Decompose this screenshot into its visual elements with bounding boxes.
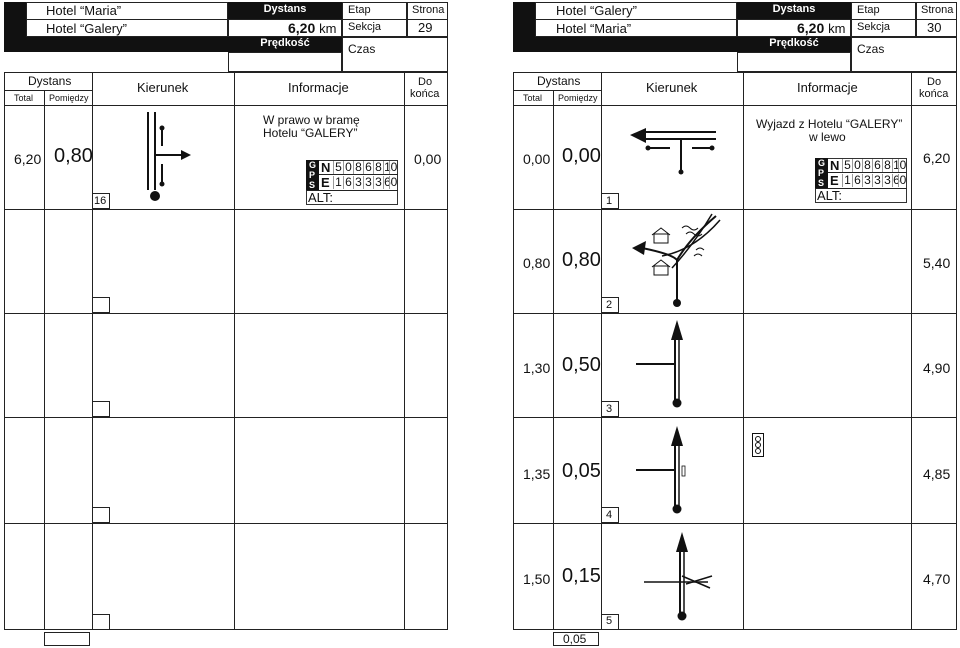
left-row-total: 6,20 (14, 151, 42, 167)
left-gps-e-digit: 0 (390, 175, 398, 189)
right-col-konca: końca (919, 88, 949, 100)
tulip-straight-side-left-marker-icon (602, 418, 742, 520)
right-col-dystans: Dystans (537, 74, 581, 88)
traffic-light-icon (752, 433, 764, 457)
right-gps-n-digit: 0 (899, 158, 907, 172)
right-gps-e-digit: 3 (882, 174, 892, 187)
left-gps-e-digit: 3 (353, 176, 363, 189)
right-col-do: Do (927, 76, 942, 88)
right-header-to: Hotel “Maria” (556, 21, 632, 36)
left-col-kierunek: Kierunek (137, 80, 189, 95)
left-page-number: 29 (418, 20, 433, 35)
right-gps-n-digit: 5 (842, 159, 852, 172)
right-col-pomiedzy: Pomiędzy (558, 93, 598, 103)
right-etap-label: Etap (857, 4, 880, 16)
right-gps-e-digit: 3 (872, 174, 882, 187)
right-col-kierunek: Kierunek (646, 80, 698, 95)
left-col-do: Do (418, 76, 433, 88)
left-speed-label: Prędkość (228, 37, 342, 52)
right-gps-e-digit: 6 (852, 174, 862, 187)
right-sekcja-label: Sekcja (857, 21, 891, 33)
right-row-number: 3 (606, 403, 613, 415)
right-gps-n-digit: 1 (893, 158, 900, 172)
right-row-between: 0,00 (562, 145, 601, 167)
right-gps-e-letter: E (830, 173, 839, 188)
right-row-total: 0,00 (523, 151, 551, 167)
right-page-number: 30 (927, 20, 942, 35)
right-row-total: 1,50 (523, 571, 551, 587)
right-row-between: 0,50 (562, 354, 601, 376)
left-col-total: Total (14, 93, 34, 103)
right-gps-n-digit: 8 (882, 159, 892, 172)
right-row-number: 5 (606, 615, 613, 627)
right-row-remaining: 6,20 (923, 150, 951, 166)
right-gps-n-digit: 8 (862, 159, 872, 172)
left-gps-e-digit: 3 (363, 176, 373, 189)
left-header-black-bar (4, 2, 26, 52)
left-gps-e-digit: 6 (343, 176, 353, 189)
tulip-crossroad-straight-icon (602, 524, 742, 624)
left-distance-label: Dystans (228, 2, 342, 19)
left-gps-n-digit: 8 (353, 161, 363, 174)
left-gps-n-digit: 5 (333, 161, 343, 174)
left-footer-box (44, 632, 90, 646)
right-row-between: 0,80 (562, 249, 601, 271)
right-row-remaining: 4,70 (923, 571, 951, 587)
left-gps-e-digit: 6 (384, 175, 391, 189)
right-distance-value: 6,20 (797, 20, 825, 36)
right-row-number: 1 (606, 195, 613, 207)
right-gps-e-digit: 3 (862, 174, 872, 187)
right-row-between: 0,05 (562, 460, 601, 482)
tulip-straight-side-left-icon (602, 314, 742, 414)
tulip-curve-left-houses-icon (602, 210, 742, 310)
right-gps-e-digit: 0 (899, 173, 907, 187)
left-col-konca: końca (410, 88, 440, 100)
left-distance-unit: km (319, 21, 337, 36)
left-row-info-line1: W prawo w bramę (263, 113, 360, 127)
left-etap-label: Etap (348, 4, 371, 16)
right-gps-alt: ALT: (817, 188, 843, 203)
right-footer-value: 0,05 (563, 632, 587, 646)
left-gps-alt: ALT: (308, 190, 334, 205)
left-gps-n-digit: 6 (363, 161, 373, 174)
left-gps-n-digit: 0 (343, 161, 353, 174)
left-strona-label: Strona (412, 4, 445, 16)
right-speed-label: Prędkość (737, 37, 851, 52)
left-distance-value: 6,20 (288, 20, 316, 36)
right-col-total: Total (523, 93, 543, 103)
left-header-to: Hotel “Galery” (46, 21, 127, 36)
right-col-informacje: Informacje (797, 80, 858, 95)
right-row-info-line2: w lewo (809, 130, 846, 144)
left-col-dystans: Dystans (28, 74, 72, 88)
tulip-left-exit-icon (602, 106, 742, 206)
right-gps-e-digit: 1 (842, 174, 852, 187)
left-gps-n-digit: 0 (390, 160, 398, 174)
left-row-remaining: 0,00 (414, 151, 442, 167)
right-row-info-line1: Wyjazd z Hotelu “GALERY” (756, 117, 903, 131)
right-gps-e-digit: 6 (893, 173, 900, 187)
right-gps-n-letter: N (830, 158, 840, 173)
right-gps-n-digit: 6 (872, 159, 882, 172)
right-row-remaining: 4,85 (923, 466, 951, 482)
right-row-total: 0,80 (523, 255, 551, 271)
right-row-number: 4 (606, 509, 613, 521)
right-row-total: 1,35 (523, 466, 551, 482)
left-gps-e-digit: 3 (373, 176, 383, 189)
right-row-total: 1,30 (523, 360, 551, 376)
right-row-between: 0,15 (562, 565, 601, 587)
left-sekcja-label: Sekcja (348, 21, 382, 33)
left-gps-e-digit: 1 (333, 176, 343, 189)
right-header-from: Hotel “Galery” (556, 3, 637, 18)
right-row-number: 2 (606, 299, 613, 311)
left-row-between: 0,80 (54, 145, 93, 167)
right-distance-unit: km (828, 21, 846, 36)
left-col-informacje: Informacje (288, 80, 349, 95)
right-strona-label: Strona (921, 4, 954, 16)
left-gps-n-digit: 1 (384, 160, 391, 174)
left-gps-n-letter: N (321, 160, 331, 175)
right-distance-label: Dystans (737, 2, 851, 19)
right-row-remaining: 4,90 (923, 360, 951, 376)
left-row-number: 16 (94, 195, 107, 207)
left-gps-e-letter: E (321, 175, 330, 190)
right-gps-n-digit: 0 (852, 159, 862, 172)
left-row-info-line2: Hotelu “GALERY” (263, 126, 358, 140)
left-time-label: Czas (348, 42, 376, 56)
left-col-pomiedzy: Pomiędzy (49, 93, 89, 103)
tulip-right-turn-icon (93, 106, 233, 206)
left-header-from: Hotel “Maria” (46, 3, 122, 18)
right-time-label: Czas (857, 42, 885, 56)
right-row-remaining: 5,40 (923, 255, 951, 271)
left-gps-n-digit: 8 (373, 161, 383, 174)
